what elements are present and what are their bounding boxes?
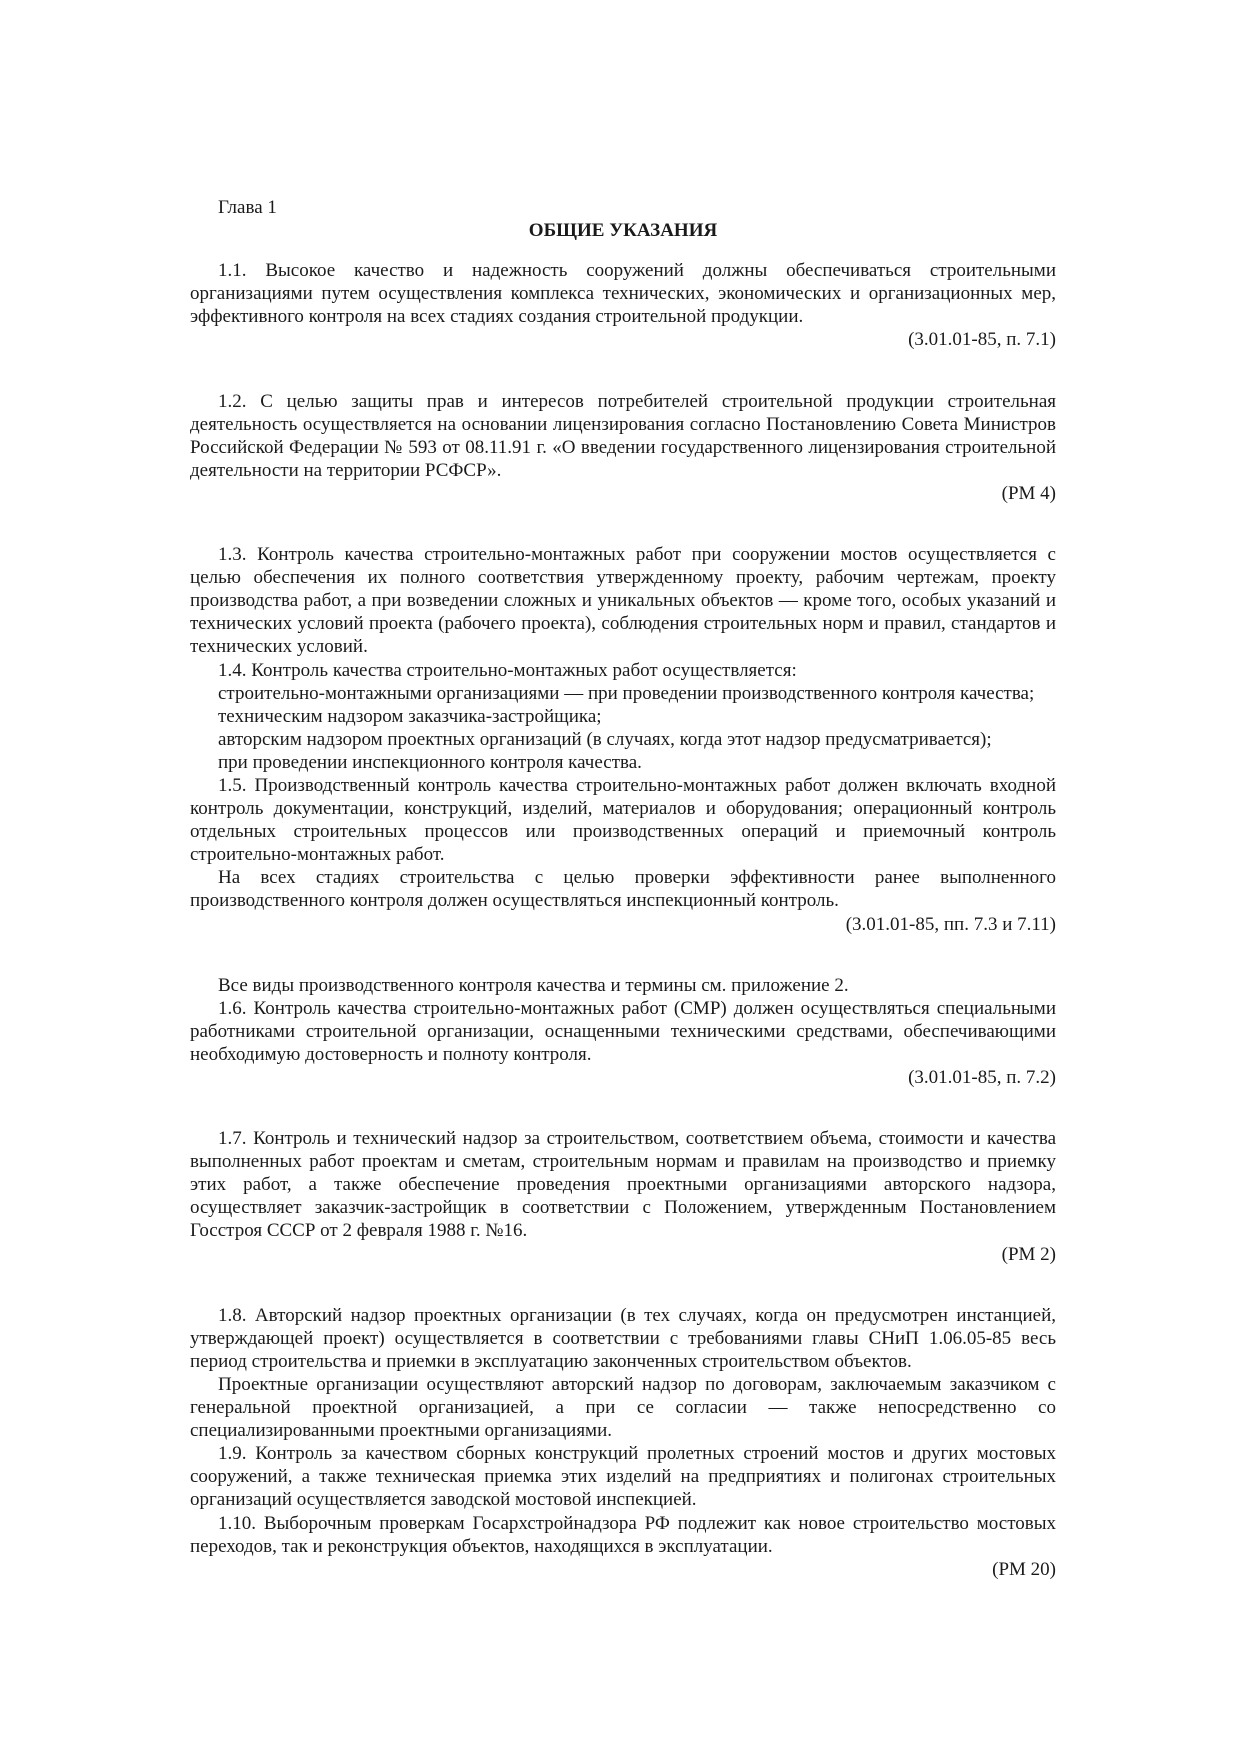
list-item-1-4-c: авторским надзором проектных организаций (в случаях, когда этот надзор предусматривается);: [218, 728, 992, 750]
reference-6: (РМ 20): [992, 1558, 1056, 1580]
paragraph-1-5-b: На всех стадиях строительства с целью проверки эффективности ранее выполненного производственного контроля должен осуществляться инспекционный контроль.: [190, 867, 1056, 912]
paragraph-1-5: 1.5. Производственный контроль качества строительно-монтажных работ должен включать входной контроль документации, конструкций, изделий, материалов и оборудования; операционный контроль отдельных строительных процессов или производственных операций и приемочный контроль строительно-монтажных работ.: [190, 774, 1056, 866]
reference-1: (3.01.01-85, п. 7.1): [908, 329, 1056, 351]
paragraph-1-2: 1.2. С целью защиты прав и интересов потребителей строительной продукции строительная деятельность осуществляется на основании лицензирования согласно Постановлению Совета Министров Российской Федерации № 593 от 08.11.91 г. «О введении государственного лицензирования строительной деятельности на территории РСФСР».: [190, 390, 1056, 481]
reference-3: (3.01.01-85, пп. 7.3 и 7.11): [845, 913, 1056, 935]
document-page: [190, 196, 1056, 1581]
chapter-label: Глава 1: [218, 197, 277, 218]
reference-4: (3.01.01-85, п. 7.2): [908, 1067, 1056, 1088]
paragraph-1-1: 1.1. Высокое качество и надежность сооружений должны обеспечиваться строительными организациями путем осуществления комплекса технических, экономических и организационных мер, эффективного контроля на всех стадиях создания строительной продукции.: [190, 260, 1056, 328]
list-item-1-4-a: строительно-монтажными организациями — при проведении производственного контроля качества;: [218, 682, 1035, 704]
paragraph-1-9: 1.9. Контроль за качеством сборных конструкций пролетных строений мостов и других мостовых сооружений, а также техническая приемка этих изделий на предприятиях и полигонах строительных организаций осуществляется заводской мостовой инспекцией.: [190, 1443, 1056, 1511]
paragraph-1-8: 1.8. Авторский надзор проектных организации (в тех случаях, когда он предусмотрен инстанцией, утверждающей проект) осуществляется в соответствии с требованиями главы СНиП 1.06.05-85 весь период строительства и приемки в эксплуатацию законченных строительством объектов.: [190, 1304, 1056, 1372]
list-item-1-4-b: техническим надзором заказчика-застройщика;: [218, 705, 602, 727]
paragraph-1-3: 1.3. Контроль качества строительно-монтажных работ при сооружении мостов осуществляется с целью обеспечения их полного соответствия утвержденному проекту, рабочим чертежам, проекту производства работ, а при возведении сложных и уникальных объектов — кроме того, особых указаний и технических условий проекта (рабочего проекта), соблюдения строительных норм и правил, стандартов и технических условий.: [190, 544, 1056, 658]
list-item-1-4-d: при проведении инспекционного контроля качества.: [218, 751, 642, 773]
paragraph-1-4: 1.4. Контроль качества строительно-монтажных работ осуществляется:: [218, 659, 797, 681]
paragraph-1-6: 1.6. Контроль качества строительно-монтажных работ (СМР) должен осуществляться специальными работниками строительной организации, оснащенными техническими средствами, обеспечивающими необходимую достоверность и полноту контроля.: [190, 997, 1056, 1065]
paragraph-1-8-b: Проектные организации осуществляют авторский надзор по договорам, заключаемым заказчиком с генеральной проектной организацией, а при се согласии — также непосредственно со специализированными проектными организациями.: [190, 1373, 1056, 1442]
reference-5: (РМ 2): [1001, 1243, 1056, 1265]
page-title: ОБЩИЕ УКАЗАНИЯ: [528, 220, 718, 242]
paragraph-note: Все виды производственного контроля качества и термины см. приложение 2.: [218, 974, 849, 996]
reference-2: (РМ 4): [1001, 482, 1056, 504]
paragraph-1-10: 1.10. Выборочным проверкам Госархстройнадзора РФ подлежит как новое строительство мостовых переходов, так и реконструкция объектов, находящихся в эксплуатации.: [190, 1512, 1056, 1557]
paragraph-1-7: 1.7. Контроль и технический надзор за строительством, соответствием объема, стоимости и качества выполненных работ проектам и сметам, строительным нормам и правилам на производство и приемку этих работ, а также обеспечение проведения проектными организациями авторского надзора, осуществляет заказчик-застройщик в соответствии с Положением, утвержденным Постановлением Госстроя СССР от 2 февраля 1988 г. №16.: [190, 1128, 1056, 1242]
